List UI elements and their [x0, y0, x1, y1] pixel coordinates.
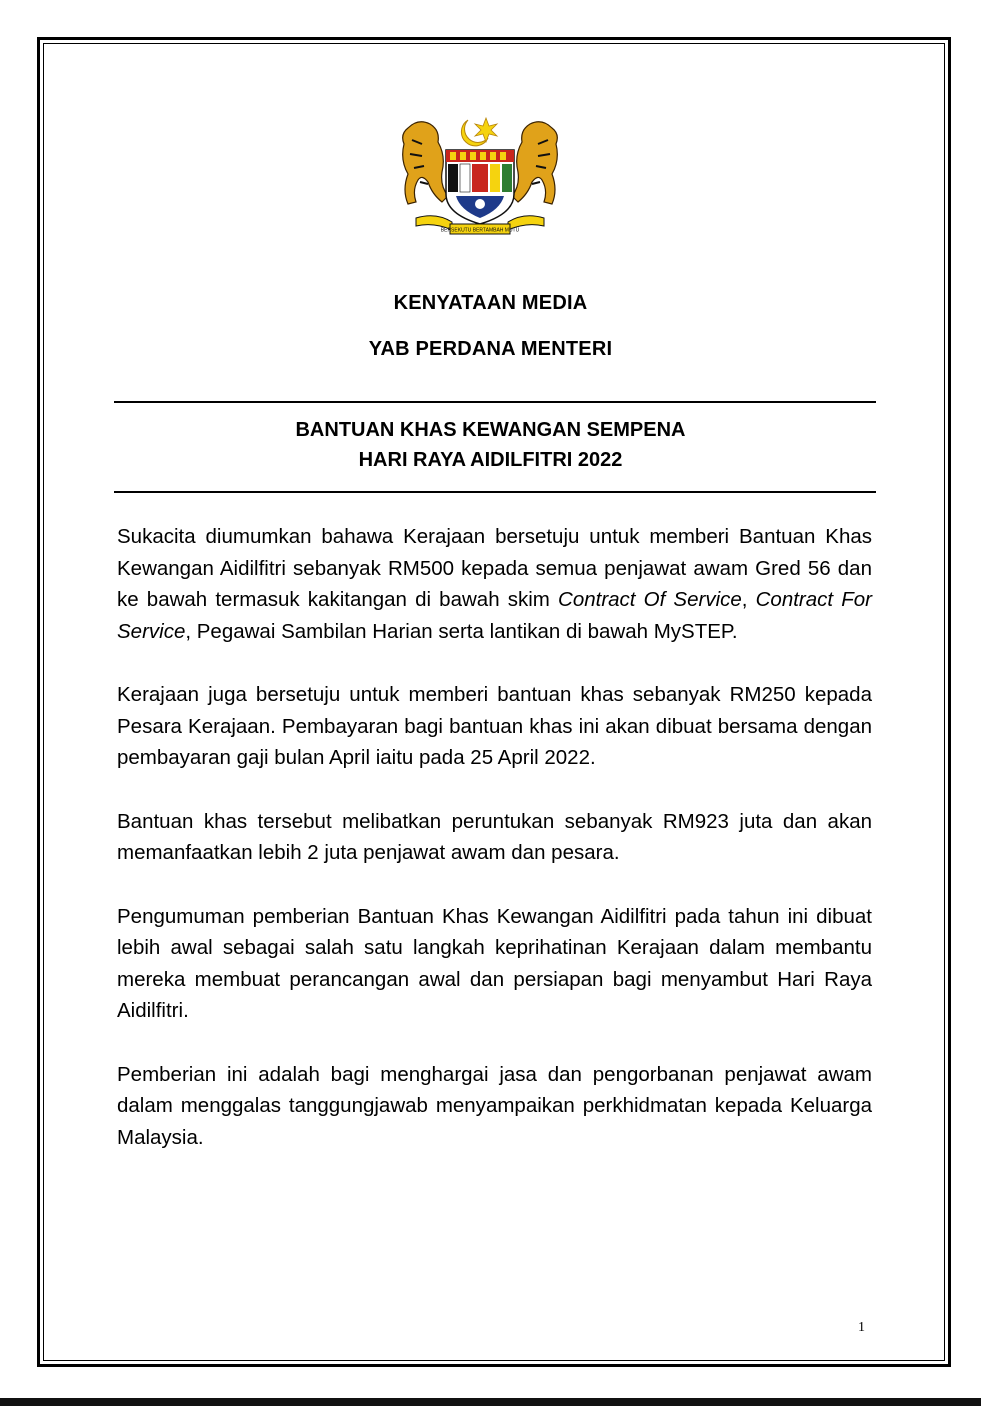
- contract-of-service-term: Contract Of Service: [558, 588, 742, 611]
- motto-text: BERSEKUTU BERTAMBAH MUTU: [440, 227, 520, 234]
- left-tiger-icon: [403, 122, 448, 204]
- malaysia-coat-of-arms-icon: [390, 110, 570, 245]
- paragraph-1: [117, 521, 872, 647]
- divider-top: [114, 401, 876, 403]
- divider-bottom: [114, 491, 876, 493]
- paragraph-1-part-c: , Pegawai Sambilan Harian serta lantikan di bawah MySTEP.: [185, 619, 738, 643]
- right-tiger-icon: [512, 122, 557, 204]
- paragraph-1-part-b: ,: [741, 588, 756, 611]
- federal-star-icon: [475, 118, 497, 142]
- statement-body: [117, 521, 872, 1185]
- shield-icon: [446, 150, 514, 224]
- heading-line-1: BANTUAN KHAS KEWANGAN SEMPENA: [295, 419, 686, 441]
- heading-line-2: HARI RAYA AIDILFITRI 2022: [358, 449, 623, 471]
- media-statement-title: KENYATAAN MEDIA: [393, 292, 588, 314]
- contract-for-service-term: Contract For Service: [117, 588, 872, 643]
- bottom-edge-bar: [0, 1398, 981, 1406]
- paragraph-2: Kerajaan juga bersetuju untuk memberi bantuan khas sebanyak RM250 kepada Pesara Kerajaan. Pembayaran bagi bantuan khas ini akan dibuat bersama dengan pembayaran gaji bulan April iaitu pada 25 April 2022.: [117, 683, 872, 769]
- paragraph-3: Bantuan khas tersebut melibatkan peruntukan sebanyak RM923 juta dan akan memanfaatkan lebih 2 juta penjawat awam dan pesara.: [117, 809, 872, 864]
- paragraph-5: Pemberian ini adalah bagi menghargai jasa dan pengorbanan penjawat awam dalam menggalas tanggungjawab menyampaikan perkhidmatan kepada Keluarga Malaysia.: [117, 1062, 872, 1149]
- prime-minister-title: YAB PERDANA MENTERI: [368, 338, 613, 360]
- statement-heading: [0, 415, 981, 475]
- paragraph-1-part-a: Sukacita diumumkan bahawa Kerajaan bersetuju untuk memberi Bantuan Khas Kewangan Aidilfitri sebanyak RM500 kepada semua penjawat awam Gred 56 dan ke bawah termasuk kakitangan di bawah skim: [117, 525, 872, 611]
- page-number: 1: [858, 1320, 865, 1335]
- paragraph-4: Pengumuman pemberian Bantuan Khas Kewangan Aidilfitri pada tahun ini dibuat lebih awal sebagai salah satu langkah keprihatinan Kerajaan dalam membantu mereka membuat perancangan awal dan persiapan bagi menyambut Hari Raya Aidilfitri.: [117, 904, 872, 1022]
